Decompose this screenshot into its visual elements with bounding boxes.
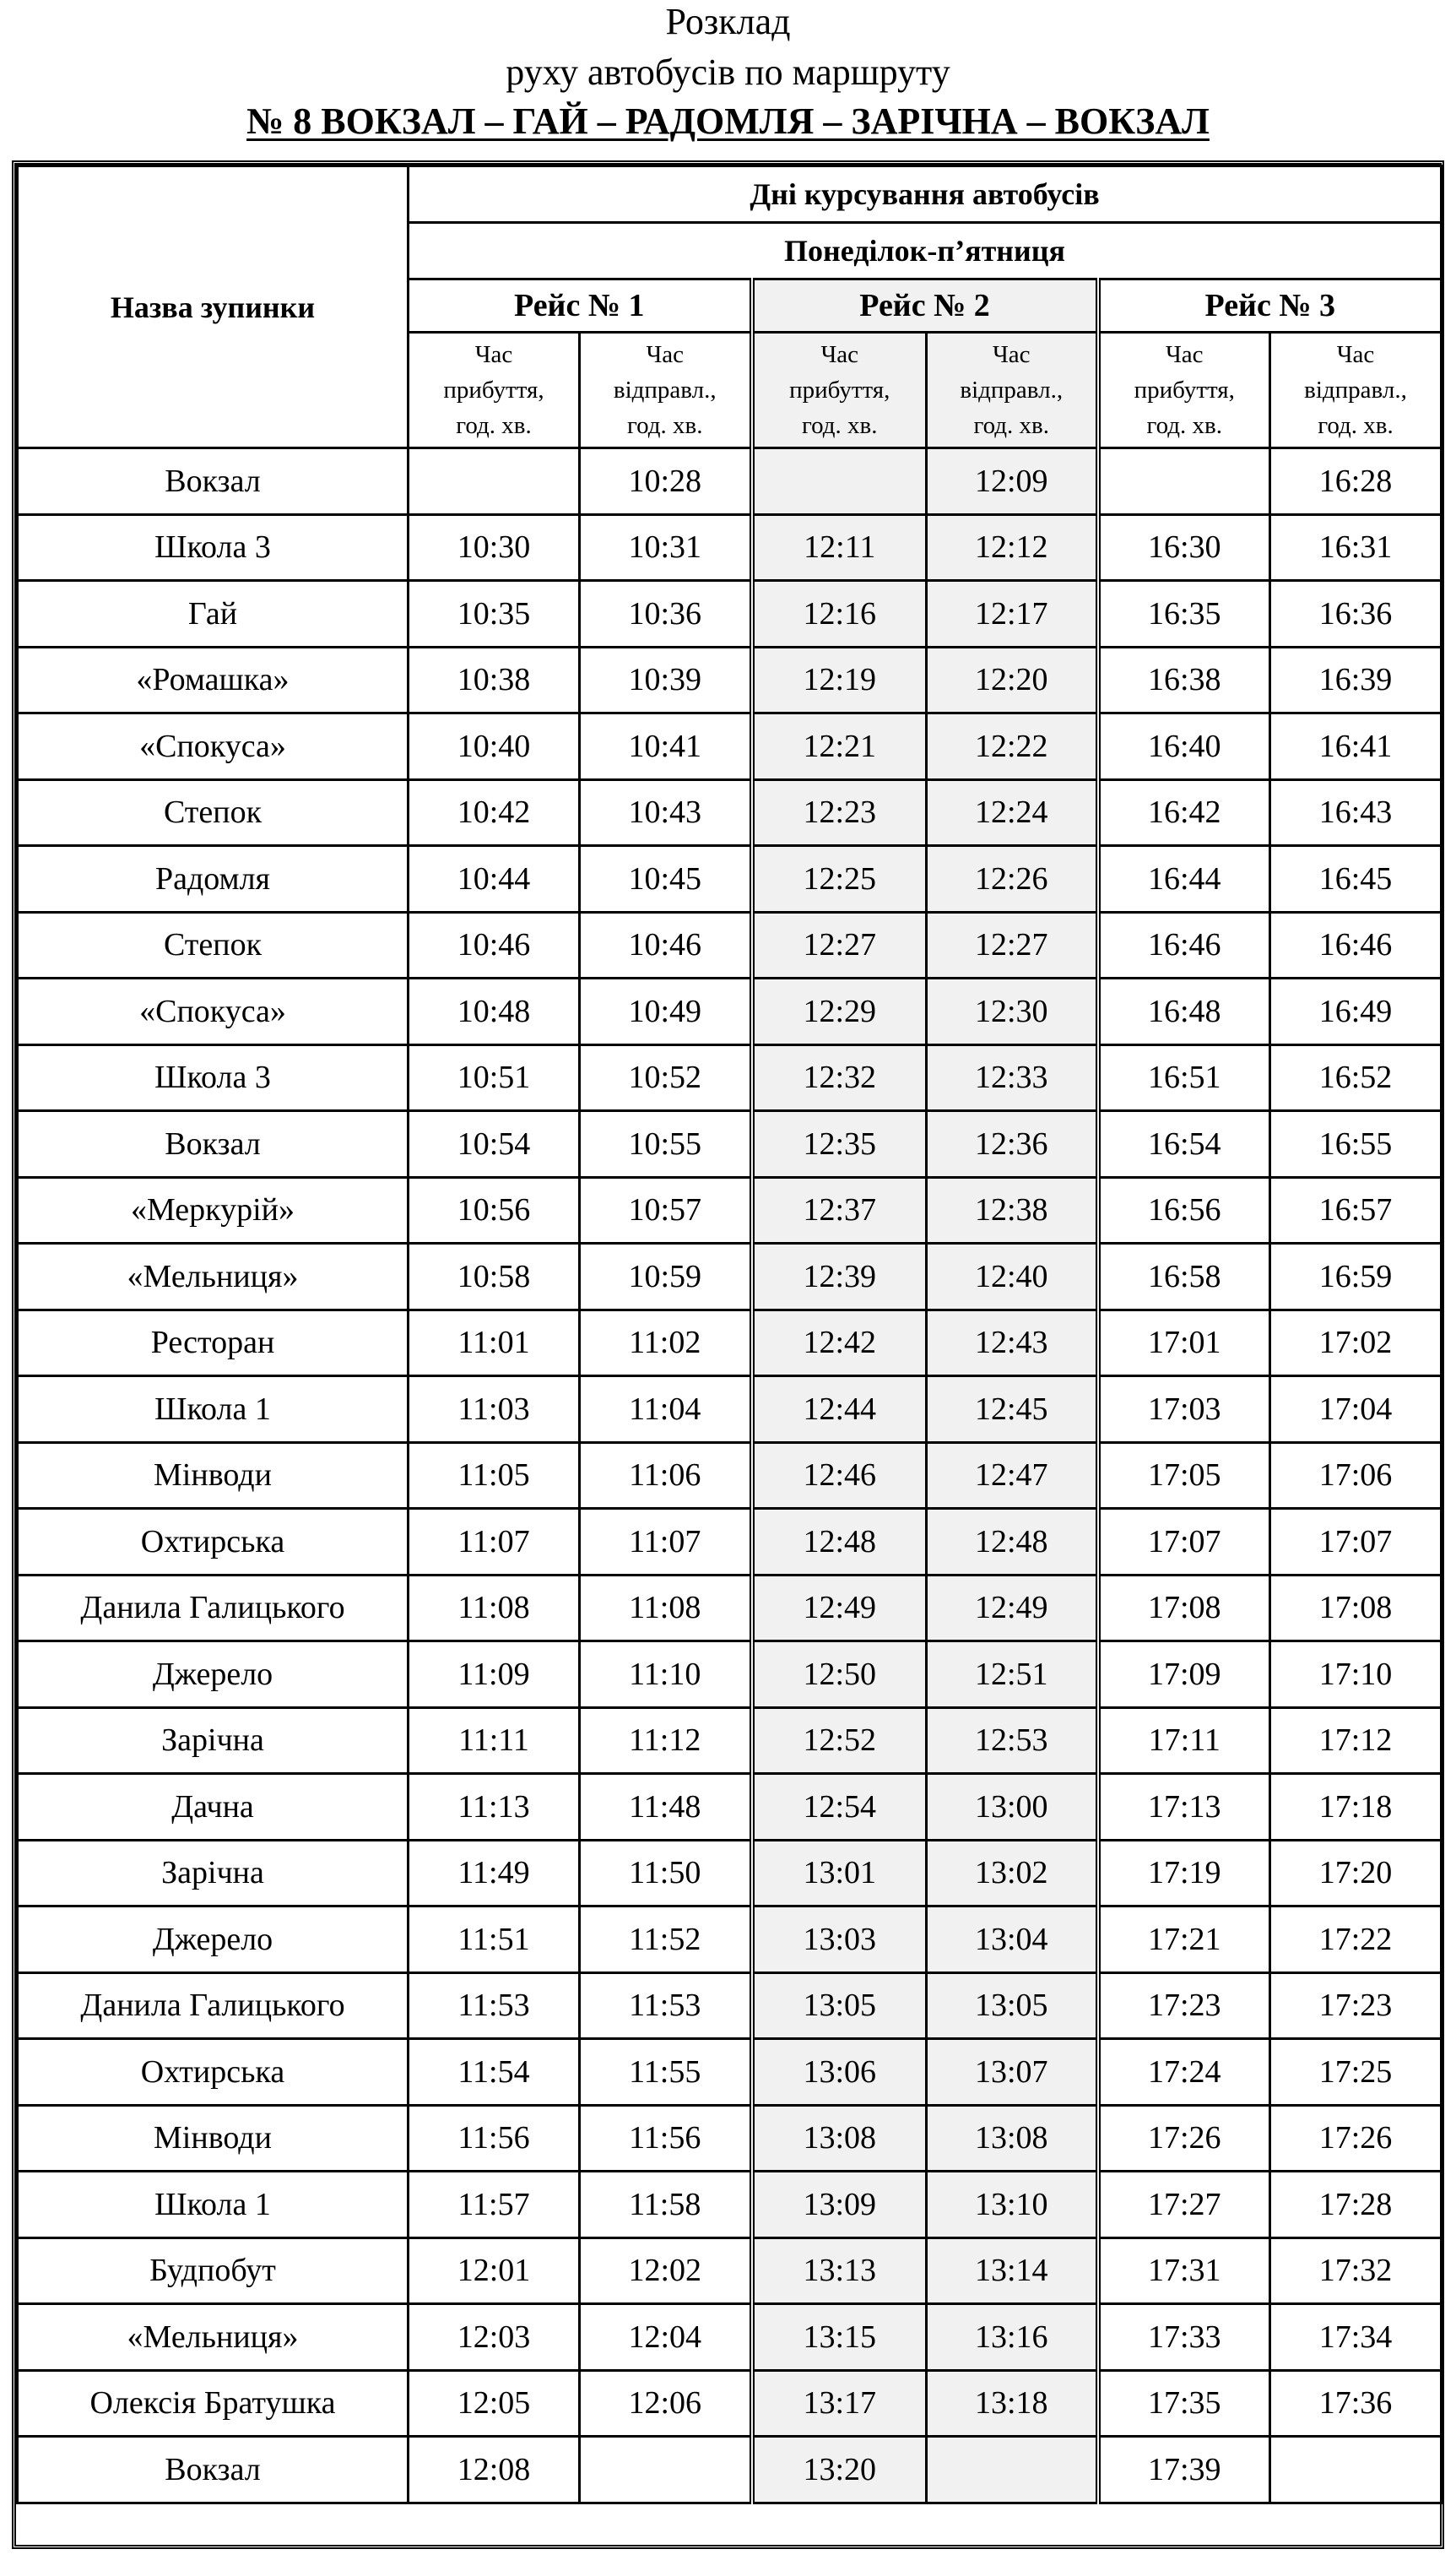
- arrival-time: 16:46: [1098, 912, 1270, 979]
- arrival-time: 12:48: [752, 1509, 927, 1576]
- arrival-time: 17:21: [1098, 1906, 1270, 1973]
- table-row: [18, 647, 1442, 713]
- departure-time: 11:52: [580, 1906, 752, 1973]
- table-row: [18, 2304, 1442, 2371]
- arrival-header: Час прибуття, год. хв.: [1098, 333, 1270, 448]
- arrival-time: 13:13: [752, 2237, 927, 2304]
- arrival-time: 17:19: [1098, 1840, 1270, 1906]
- arrival-time: 17:33: [1098, 2304, 1270, 2371]
- departure-time: 12:51: [927, 1641, 1098, 1708]
- arrival-time: 12:52: [752, 1707, 927, 1774]
- departure-time: 12:33: [927, 1044, 1098, 1111]
- stop-name: Ресторан: [18, 1310, 409, 1376]
- arrival-time: 17:39: [1098, 2437, 1270, 2503]
- arrival-time: 11:13: [409, 1774, 580, 1841]
- table-row: [18, 1906, 1442, 1973]
- arrival-header: Час прибуття, год. хв.: [752, 333, 927, 448]
- arrival-time: 17:23: [1098, 1972, 1270, 2039]
- departure-time: 17:12: [1270, 1707, 1442, 1774]
- departure-time: 11:53: [580, 1972, 752, 2039]
- stop-name: Джерело: [18, 1906, 409, 1973]
- departure-time: 10:36: [580, 581, 752, 648]
- trip-1-header: Рейс № 1: [409, 279, 752, 333]
- arrival-time: 13:03: [752, 1906, 927, 1973]
- stop-name: Зарічна: [18, 1840, 409, 1906]
- stop-name-header: Назва зупинки: [18, 166, 409, 448]
- stop-name: Мінводи: [18, 2105, 409, 2172]
- stop-name: Охтирська: [18, 1509, 409, 1576]
- route-title: № 8 ВОКЗАЛ – ГАЙ – РАДОМЛЯ – ЗАРІЧНА – ВОКЗАЛ: [246, 100, 1210, 142]
- stop-name: Дачна: [18, 1774, 409, 1841]
- arrival-time: 12:49: [752, 1575, 927, 1641]
- stop-name: Гай: [18, 581, 409, 648]
- departure-time: 17:25: [1270, 2039, 1442, 2106]
- arrival-time: 12:35: [752, 1111, 927, 1178]
- arrival-time: 12:25: [752, 846, 927, 913]
- stop-name: «Мельниця»: [18, 2304, 409, 2371]
- stop-name: Данила Галицького: [18, 1575, 409, 1641]
- arrival-time: 10:58: [409, 1244, 580, 1310]
- departure-header: Час відправл., год. хв.: [927, 333, 1098, 448]
- stop-name: Данила Галицького: [18, 1972, 409, 2039]
- departure-time: 12:40: [927, 1244, 1098, 1310]
- arrival-time: 12:23: [752, 779, 927, 846]
- arrival-time: [752, 448, 927, 515]
- arrival-time: 17:13: [1098, 1774, 1270, 1841]
- departure-time: 16:59: [1270, 1244, 1442, 1310]
- departure-time: 13:07: [927, 2039, 1098, 2106]
- arrival-time: 17:11: [1098, 1707, 1270, 1774]
- departure-time: 10:52: [580, 1044, 752, 1111]
- table-row: [18, 713, 1442, 780]
- arrival-time: 16:56: [1098, 1177, 1270, 1244]
- arrival-time: 17:31: [1098, 2237, 1270, 2304]
- arrival-time: 10:38: [409, 647, 580, 713]
- departure-time: 12:49: [927, 1575, 1098, 1641]
- arrival-time: 11:01: [409, 1310, 580, 1376]
- title-line-1: Розклад: [665, 1, 791, 42]
- departure-time: 13:05: [927, 1972, 1098, 2039]
- departure-time: 10:43: [580, 779, 752, 846]
- departure-time: 11:58: [580, 2172, 752, 2238]
- departure-time: 16:39: [1270, 647, 1442, 713]
- stop-name: Степок: [18, 912, 409, 979]
- departure-time: 12:17: [927, 581, 1098, 648]
- departure-time: 10:39: [580, 647, 752, 713]
- arrival-time: [409, 448, 580, 515]
- arrival-time: 11:08: [409, 1575, 580, 1641]
- departure-time: 16:45: [1270, 846, 1442, 913]
- arrival-time: 10:40: [409, 713, 580, 780]
- departure-time: 10:49: [580, 979, 752, 1045]
- arrival-time: 13:09: [752, 2172, 927, 2238]
- departure-time: 12:47: [927, 1442, 1098, 1509]
- departure-time: 13:04: [927, 1906, 1098, 1973]
- departure-time: 13:18: [927, 2370, 1098, 2437]
- departure-time: 10:46: [580, 912, 752, 979]
- departure-time: [580, 2437, 752, 2503]
- table-row: [18, 514, 1442, 581]
- weekdays-header: Понеділок-п’ятниця: [409, 223, 1442, 279]
- departure-time: 12:45: [927, 1376, 1098, 1443]
- departure-time: 10:41: [580, 713, 752, 780]
- arrival-time: 13:15: [752, 2304, 927, 2371]
- arrival-time: 10:42: [409, 779, 580, 846]
- stop-name: Радомля: [18, 846, 409, 913]
- arrival-time: 11:49: [409, 1840, 580, 1906]
- departure-time: 12:36: [927, 1111, 1098, 1178]
- departure-time: 13:00: [927, 1774, 1098, 1841]
- arrival-time: 11:53: [409, 1972, 580, 2039]
- departure-time: 17:10: [1270, 1641, 1442, 1708]
- stop-name: Будпобут: [18, 2237, 409, 2304]
- departure-time: 16:28: [1270, 448, 1442, 515]
- departure-time: 11:08: [580, 1575, 752, 1641]
- departure-time: 11:12: [580, 1707, 752, 1774]
- departure-header: Час відправл., год. хв.: [1270, 333, 1442, 448]
- arrival-time: 10:44: [409, 846, 580, 913]
- arrival-time: 13:06: [752, 2039, 927, 2106]
- departure-time: 16:52: [1270, 1044, 1442, 1111]
- departure-time: 17:06: [1270, 1442, 1442, 1509]
- arrival-time: 13:20: [752, 2437, 927, 2503]
- table-row: [18, 1376, 1442, 1443]
- stop-name: «Мельниця»: [18, 1244, 409, 1310]
- departure-time: 17:08: [1270, 1575, 1442, 1641]
- departure-time: 11:10: [580, 1641, 752, 1708]
- days-header: Дні курсування автобусів: [409, 166, 1442, 223]
- departure-time: 16:57: [1270, 1177, 1442, 1244]
- departure-time: 10:59: [580, 1244, 752, 1310]
- arrival-time: 16:48: [1098, 979, 1270, 1045]
- departure-time: 17:28: [1270, 2172, 1442, 2238]
- arrival-time: 16:38: [1098, 647, 1270, 713]
- arrival-time: 17:08: [1098, 1575, 1270, 1641]
- departure-time: 12:24: [927, 779, 1098, 846]
- departure-time: 16:55: [1270, 1111, 1442, 1178]
- departure-time: 12:22: [927, 713, 1098, 780]
- departure-time: 11:04: [580, 1376, 752, 1443]
- table-row: [18, 2172, 1442, 2238]
- arrival-time: 16:30: [1098, 514, 1270, 581]
- departure-time: 11:50: [580, 1840, 752, 1906]
- arrival-time: 13:05: [752, 1972, 927, 2039]
- departure-time: 16:36: [1270, 581, 1442, 648]
- departure-time: 11:56: [580, 2105, 752, 2172]
- arrival-time: 11:54: [409, 2039, 580, 2106]
- table-row: [18, 1575, 1442, 1641]
- arrival-time: 12:16: [752, 581, 927, 648]
- trip-3-header: Рейс № 3: [1098, 279, 1442, 333]
- stop-name: «Спокуса»: [18, 713, 409, 780]
- stop-name: «Меркурій»: [18, 1177, 409, 1244]
- table-row: [18, 1641, 1442, 1708]
- departure-time: 13:16: [927, 2304, 1098, 2371]
- stop-name: Школа 3: [18, 514, 409, 581]
- arrival-time: 10:35: [409, 581, 580, 648]
- arrival-time: 11:11: [409, 1707, 580, 1774]
- arrival-time: 12:27: [752, 912, 927, 979]
- departure-time: 13:14: [927, 2237, 1098, 2304]
- table-row: [18, 581, 1442, 648]
- arrival-time: 12:50: [752, 1641, 927, 1708]
- table-row: [18, 846, 1442, 913]
- table-row: [18, 779, 1442, 846]
- departure-time: 16:43: [1270, 779, 1442, 846]
- schedule-table: [16, 165, 1442, 2504]
- arrival-time: 12:39: [752, 1244, 927, 1310]
- table-row: [18, 1509, 1442, 1576]
- departure-time: 17:20: [1270, 1840, 1442, 1906]
- arrival-time: 17:35: [1098, 2370, 1270, 2437]
- table-row: [18, 2237, 1442, 2304]
- table-row: [18, 1244, 1442, 1310]
- departure-time: 17:04: [1270, 1376, 1442, 1443]
- arrival-time: 12:32: [752, 1044, 927, 1111]
- departure-time: 17:36: [1270, 2370, 1442, 2437]
- arrival-time: 12:42: [752, 1310, 927, 1376]
- departure-time: 10:31: [580, 514, 752, 581]
- table-row: [18, 2370, 1442, 2437]
- departure-time: 12:26: [927, 846, 1098, 913]
- arrival-time: 17:26: [1098, 2105, 1270, 2172]
- departure-time: 17:22: [1270, 1906, 1442, 1973]
- departure-time: 10:57: [580, 1177, 752, 1244]
- departure-time: 10:28: [580, 448, 752, 515]
- arrival-time: 10:54: [409, 1111, 580, 1178]
- stop-name: «Спокуса»: [18, 979, 409, 1045]
- arrival-time: 10:30: [409, 514, 580, 581]
- departure-time: 12:43: [927, 1310, 1098, 1376]
- departure-time: 12:20: [927, 647, 1098, 713]
- departure-time: 12:30: [927, 979, 1098, 1045]
- arrival-time: 17:07: [1098, 1509, 1270, 1576]
- stop-name: Зарічна: [18, 1707, 409, 1774]
- arrival-time: 16:35: [1098, 581, 1270, 648]
- arrival-time: 12:05: [409, 2370, 580, 2437]
- table-row: [18, 1177, 1442, 1244]
- arrival-time: 16:58: [1098, 1244, 1270, 1310]
- arrival-time: [1098, 448, 1270, 515]
- stop-name: «Ромашка»: [18, 647, 409, 713]
- departure-time: 11:55: [580, 2039, 752, 2106]
- departure-time: 16:46: [1270, 912, 1442, 979]
- departure-time: 12:06: [580, 2370, 752, 2437]
- arrival-time: 11:51: [409, 1906, 580, 1973]
- departure-time: 13:10: [927, 2172, 1098, 2238]
- departure-time: 12:48: [927, 1509, 1098, 1576]
- arrival-time: 10:51: [409, 1044, 580, 1111]
- arrival-time: 16:40: [1098, 713, 1270, 780]
- schedule-body: [18, 448, 1442, 2503]
- stop-name: Школа 1: [18, 1376, 409, 1443]
- arrival-time: 11:57: [409, 2172, 580, 2238]
- departure-time: 12:09: [927, 448, 1098, 515]
- arrival-time: 12:37: [752, 1177, 927, 1244]
- arrival-time: 12:44: [752, 1376, 927, 1443]
- arrival-time: 16:54: [1098, 1111, 1270, 1178]
- arrival-time: 12:19: [752, 647, 927, 713]
- departure-time: 17:26: [1270, 2105, 1442, 2172]
- arrival-time: 11:56: [409, 2105, 580, 2172]
- arrival-time: 16:44: [1098, 846, 1270, 913]
- departure-time: 12:53: [927, 1707, 1098, 1774]
- departure-header: Час відправл., год. хв.: [580, 333, 752, 448]
- departure-time: 10:55: [580, 1111, 752, 1178]
- arrival-time: 11:07: [409, 1509, 580, 1576]
- trip-2-header: Рейс № 2: [752, 279, 1098, 333]
- stop-name: Степок: [18, 779, 409, 846]
- departure-time: 11:07: [580, 1509, 752, 1576]
- table-row: [18, 1310, 1442, 1376]
- arrival-time: 17:01: [1098, 1310, 1270, 1376]
- departure-time: 13:02: [927, 1840, 1098, 1906]
- arrival-time: 12:54: [752, 1774, 927, 1841]
- arrival-time: 13:01: [752, 1840, 927, 1906]
- departure-time: 12:27: [927, 912, 1098, 979]
- arrival-time: 16:42: [1098, 779, 1270, 846]
- arrival-time: 12:46: [752, 1442, 927, 1509]
- departure-time: 17:07: [1270, 1509, 1442, 1576]
- stop-name: Школа 1: [18, 2172, 409, 2238]
- departure-time: 17:32: [1270, 2237, 1442, 2304]
- departure-time: 12:02: [580, 2237, 752, 2304]
- stop-name: Вокзал: [18, 1111, 409, 1178]
- arrival-time: 11:05: [409, 1442, 580, 1509]
- departure-time: 11:06: [580, 1442, 752, 1509]
- table-row: [18, 1442, 1442, 1509]
- table-row: [18, 1972, 1442, 2039]
- departure-time: [927, 2437, 1098, 2503]
- departure-time: 12:38: [927, 1177, 1098, 1244]
- departure-time: 13:08: [927, 2105, 1098, 2172]
- title-line-2: руху автобусів по маршруту: [506, 52, 950, 93]
- table-row: [18, 1044, 1442, 1111]
- arrival-time: 17:03: [1098, 1376, 1270, 1443]
- arrival-time: 16:51: [1098, 1044, 1270, 1111]
- arrival-time: 17:27: [1098, 2172, 1270, 2238]
- departure-time: 10:45: [580, 846, 752, 913]
- arrival-time: 12:21: [752, 713, 927, 780]
- table-row: [18, 2105, 1442, 2172]
- arrival-time: 17:09: [1098, 1641, 1270, 1708]
- arrival-time: 17:05: [1098, 1442, 1270, 1509]
- arrival-time: 13:17: [752, 2370, 927, 2437]
- arrival-time: 10:48: [409, 979, 580, 1045]
- stop-name: Джерело: [18, 1641, 409, 1708]
- table-row: [18, 912, 1442, 979]
- stop-name: Вокзал: [18, 2437, 409, 2503]
- table-row: [18, 2039, 1442, 2106]
- departure-time: 11:02: [580, 1310, 752, 1376]
- table-row: [18, 979, 1442, 1045]
- arrival-time: 11:09: [409, 1641, 580, 1708]
- schedule-frame: [12, 160, 1444, 2549]
- arrival-time: 12:29: [752, 979, 927, 1045]
- arrival-time: 12:08: [409, 2437, 580, 2503]
- departure-time: 17:18: [1270, 1774, 1442, 1841]
- arrival-time: 13:08: [752, 2105, 927, 2172]
- table-row: [18, 1840, 1442, 1906]
- departure-time: 16:49: [1270, 979, 1442, 1045]
- departure-time: 17:02: [1270, 1310, 1442, 1376]
- table-row: [18, 1774, 1442, 1841]
- departure-time: 17:23: [1270, 1972, 1442, 2039]
- table-row: [18, 2437, 1442, 2503]
- arrival-time: 12:11: [752, 514, 927, 581]
- arrival-time: 17:24: [1098, 2039, 1270, 2106]
- table-row: [18, 448, 1442, 515]
- table-row: [18, 1707, 1442, 1774]
- arrival-time: 12:03: [409, 2304, 580, 2371]
- arrival-time: 12:01: [409, 2237, 580, 2304]
- arrival-time: 10:56: [409, 1177, 580, 1244]
- departure-time: 16:41: [1270, 713, 1442, 780]
- stop-name: Охтирська: [18, 2039, 409, 2106]
- stop-name: Вокзал: [18, 448, 409, 515]
- departure-time: 17:34: [1270, 2304, 1442, 2371]
- departure-time: 12:12: [927, 514, 1098, 581]
- arrival-time: 11:03: [409, 1376, 580, 1443]
- departure-time: 12:04: [580, 2304, 752, 2371]
- stop-name: Школа 3: [18, 1044, 409, 1111]
- table-row: [18, 1111, 1442, 1178]
- stop-name: Олексія Братушка: [18, 2370, 409, 2437]
- arrival-time: 10:46: [409, 912, 580, 979]
- departure-time: [1270, 2437, 1442, 2503]
- arrival-header: Час прибуття, год. хв.: [409, 333, 580, 448]
- departure-time: 16:31: [1270, 514, 1442, 581]
- stop-name: Мінводи: [18, 1442, 409, 1509]
- departure-time: 11:48: [580, 1774, 752, 1841]
